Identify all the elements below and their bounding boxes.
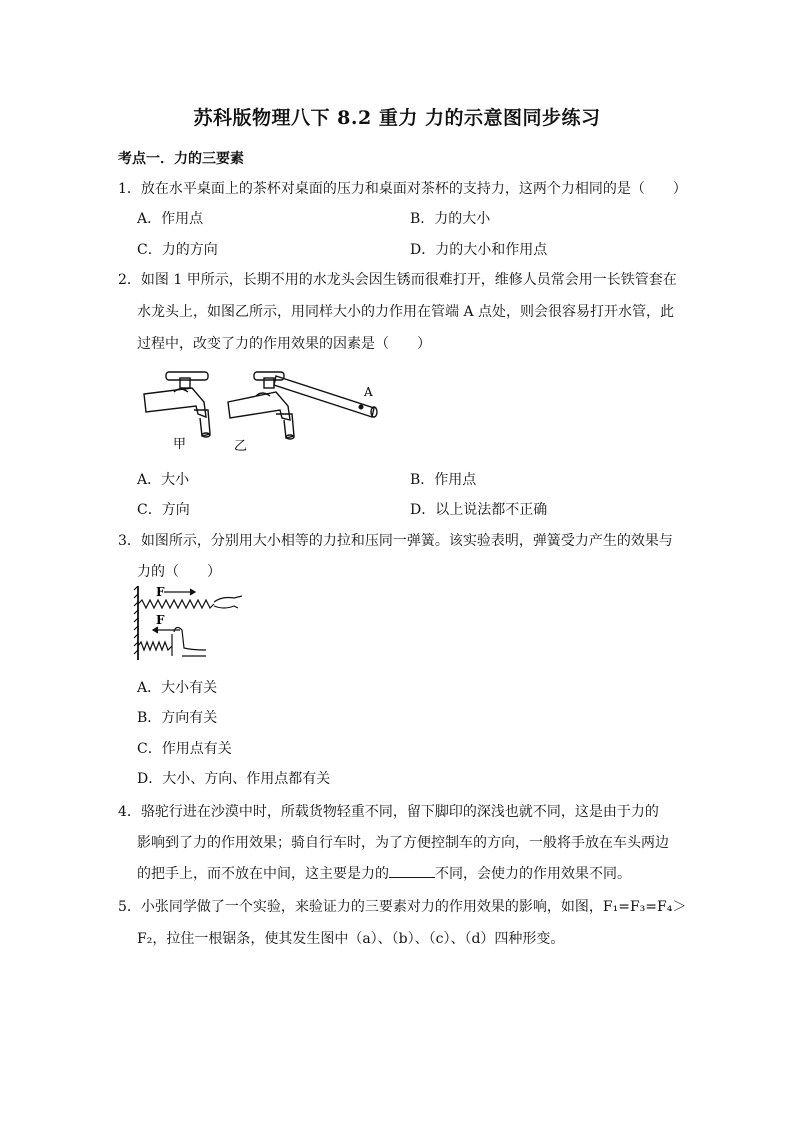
q3-option-d: D．大小、方向、作用点都有关	[137, 771, 331, 787]
spring-label-f-bottom: F	[156, 613, 165, 627]
question-4-line-3-before: 的把手上，而不放在中间，这主要是力的	[137, 866, 389, 882]
section-heading: 考点一．力的三要素	[118, 151, 244, 167]
q3-option-b: B．方向有关	[137, 710, 218, 726]
question-2-line-2: 水龙头上，如图乙所示，用同样大小的力作用在管端 A 点处，则会很容易打开水管，此	[137, 304, 675, 320]
question-5-line-2: F₂，拉住一根锯条，使其发生图中（a）、（b）、（c）、（d）四种形变。	[137, 931, 565, 947]
faucet-jia-drawing	[144, 372, 210, 437]
question-1-text: 1．放在水平桌面上的茶杯对桌面的压力和桌面对茶杯的支持力，这两个力相同的是（ ）	[118, 181, 687, 197]
question-3-line-2: 力的（ ）	[137, 564, 221, 580]
figure-label-jia: 甲	[173, 437, 187, 452]
figure-label-yi: 乙	[234, 439, 248, 454]
faucet-figure	[136, 362, 386, 457]
question-4-line-3-after: 不同，会使力的作用效果不同。	[435, 866, 631, 882]
faucet-yi-drawing	[228, 372, 377, 439]
q1-option-b: B．力的大小	[410, 211, 491, 227]
question-3-line-1: 3．如图所示，分别用大小相等的力拉和压同一弹簧。该实验表明，弹簧受力产生的效果与	[118, 533, 673, 549]
question-4-line-3	[137, 863, 631, 883]
spring-label-f-top: F	[156, 585, 165, 599]
question-4-line-1: 4．骆驼行进在沙漠中时，所载货物轻重不同，留下脚印的深浅也就不同，这是由于力的	[118, 804, 659, 820]
figure-label-a: A	[364, 385, 373, 399]
q3-option-c: C．作用点有关	[137, 741, 232, 757]
q2-option-d: D．以上说法都不正确	[410, 502, 548, 518]
q1-option-a: A．作用点	[137, 211, 204, 227]
answer-blank[interactable]	[389, 865, 435, 878]
question-2-line-1: 2．如图 1 甲所示，长期不用的水龙头会因生锈而很难打开，维修人员常会用一长铁管套在	[118, 272, 677, 288]
spring-figure	[130, 584, 250, 664]
q1-option-d: D．力的大小和作用点	[410, 242, 548, 258]
question-2-line-3: 过程中，改变了力的作用效果的因素是（ ）	[137, 336, 431, 352]
question-5-line-1: 5．小张同学做了一个实验，来验证力的三要素对力的作用效果的影响，如图，F₁=F₃=F₄＞	[118, 899, 687, 915]
page-title: 苏科版物理八下 8.2 重力 力的示意图同步练习	[193, 107, 601, 129]
q2-option-c: C．方向	[137, 502, 190, 518]
q1-option-c: C．力的方向	[137, 242, 218, 258]
question-4-line-2: 影响到了力的作用效果；骑自行车时，为了方便控制车的方向，一般将手放在车头两边	[137, 835, 669, 851]
q2-option-b: B．作用点	[410, 472, 477, 488]
q3-option-a: A．大小有关	[137, 680, 218, 696]
spring-drawing	[134, 586, 242, 660]
q2-option-a: A．大小	[137, 472, 190, 488]
